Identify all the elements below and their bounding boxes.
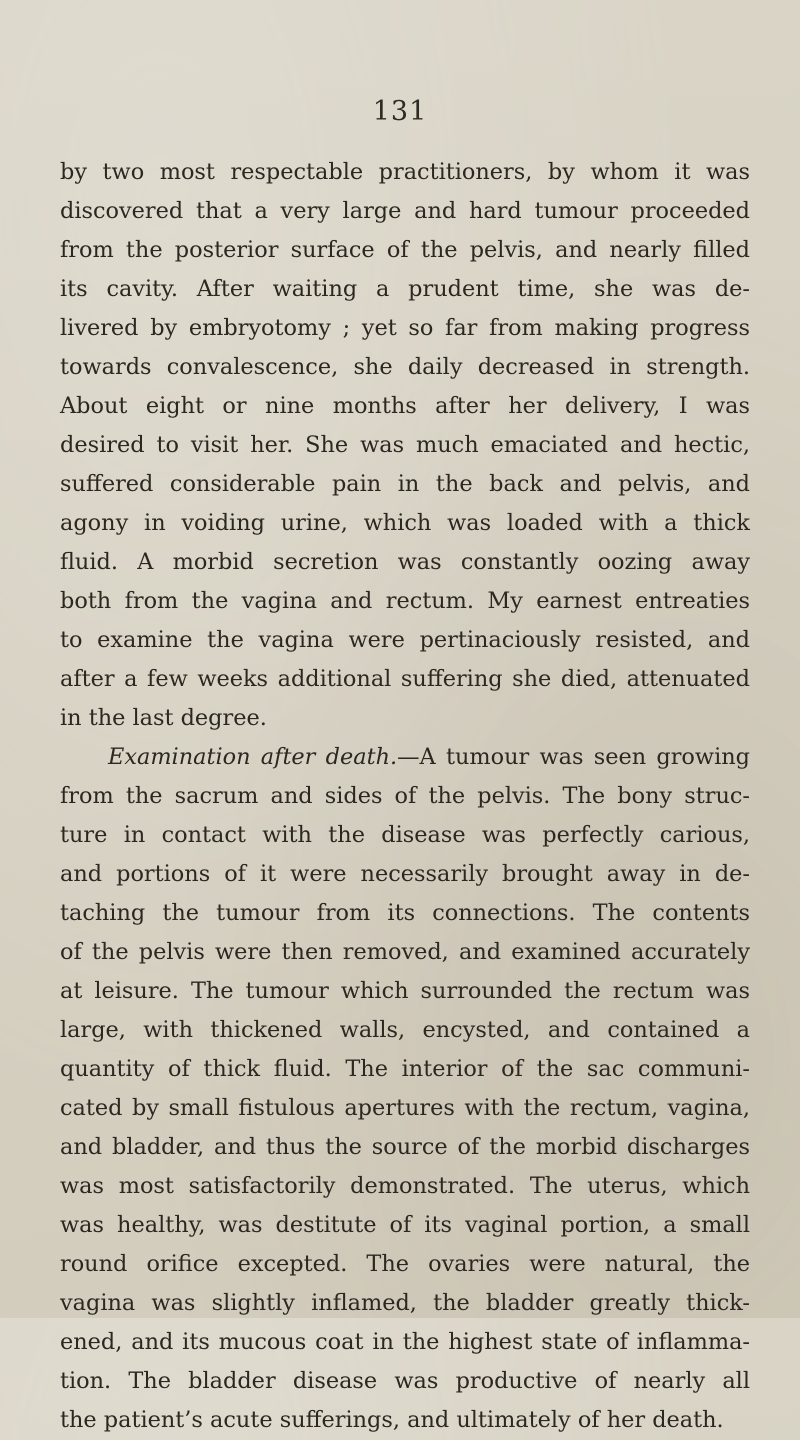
text-line: to examine the vagina were pertinaciously resisted, and <box>60 627 750 653</box>
text-line: after a few weeks additional suffering she died, attenuated <box>60 666 750 692</box>
text-line: discovered that a very large and hard tumour proceeded <box>60 198 750 224</box>
text-line: its cavity. After waiting a prudent time, she was de- <box>60 276 750 302</box>
text-line: livered by embryotomy ; yet so far from making progress <box>60 315 750 341</box>
text-line: About eight or nine months after her delivery, I was <box>60 393 750 419</box>
text-line: quantity of thick fluid. The interior of the sac communi- <box>60 1056 750 1082</box>
text-line: fluid. A morbid secretion was constantly oozing away <box>60 549 750 575</box>
text-line: suffered considerable pain in the back and pelvis, and <box>60 471 750 497</box>
text-line: agony in voiding urine, which was loaded with a thick <box>60 510 750 536</box>
text-line: large, with thickened walls, encysted, and contained a <box>60 1017 750 1043</box>
text-line: and bladder, and thus the source of the morbid discharges <box>60 1134 750 1160</box>
text-line: from the sacrum and sides of the pelvis. The bony struc- <box>60 783 750 809</box>
text-line: ened, and its mucous coat in the highest state of inflamma- <box>60 1329 750 1355</box>
text-line: and portions of it were necessarily brought away in de- <box>60 861 750 887</box>
text-line: was most satisfactorily demonstrated. The uterus, which <box>60 1173 750 1199</box>
text-line: in the last degree. <box>60 705 267 731</box>
section-heading-line <box>60 738 750 777</box>
page-number: 131 <box>372 96 428 127</box>
text-line: was healthy, was destitute of its vaginal portion, a small <box>60 1212 750 1238</box>
text-line: cated by small fistulous apertures with the rectum, vagina, <box>60 1095 750 1121</box>
text-line: desired to visit her. She was much emaciated and hectic, <box>60 432 750 458</box>
text-line: round orifice excepted. The ovaries were natural, the <box>60 1251 750 1277</box>
text-line: vagina was slightly inflamed, the bladder greatly thick- <box>60 1290 750 1316</box>
text-line: towards convalescence, she daily decreased in strength. <box>60 354 750 380</box>
text-line: of the pelvis were then removed, and examined accurately <box>60 939 750 965</box>
text-line: ture in contact with the disease was perfectly carious, <box>60 822 750 848</box>
text-line: taching the tumour from its connections. The contents <box>60 900 750 926</box>
text-line: from the posterior surface of the pelvis, and nearly filled <box>60 237 750 263</box>
text-line: by two most respectable practitioners, by whom it was <box>60 159 750 185</box>
section-heading: Examination after death. <box>108 744 398 770</box>
text-line: the patient’s acute sufferings, and ultimately of her death. <box>60 1407 724 1433</box>
text-line: tion. The bladder disease was productive of nearly all <box>60 1368 750 1394</box>
body-text <box>60 153 750 1440</box>
section-heading-continuation: —A tumour was seen growing <box>397 744 750 770</box>
text-line: both from the vagina and rectum. My earnest entreaties <box>60 588 750 614</box>
text-line: at leisure. The tumour which surrounded the rectum was <box>60 978 750 1004</box>
